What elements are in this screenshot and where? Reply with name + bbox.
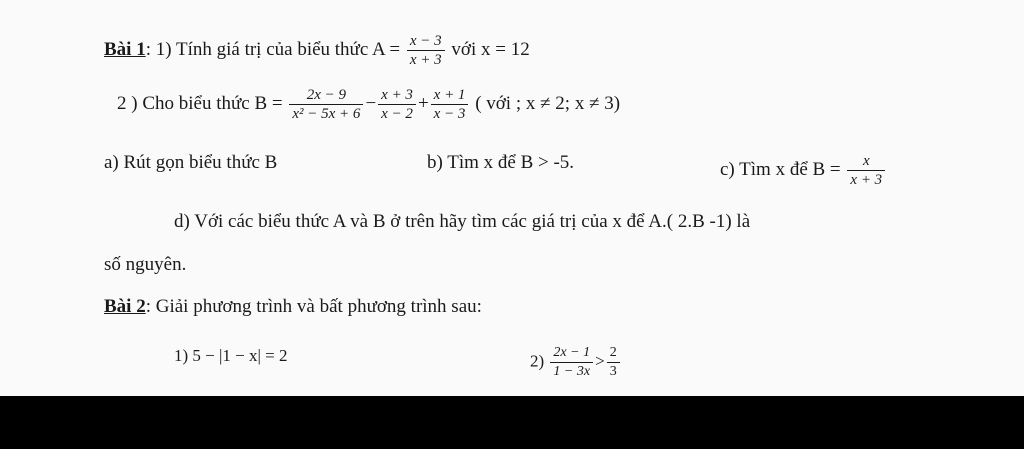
item-c xyxy=(720,152,887,189)
fraction-C-denominator: x + 3 xyxy=(850,172,883,188)
q1-prefix: 1) Tính giá trị của biểu thức A = xyxy=(155,38,401,60)
item-d-line2: số nguyên. xyxy=(104,254,187,275)
item-c-prefix: c) Tìm x để B = xyxy=(720,158,841,180)
fraction-C xyxy=(847,152,885,189)
fraction-P2-left xyxy=(550,344,593,381)
q2-prefix: 2 ) Cho biểu thức B = xyxy=(117,92,283,114)
bai1-question2 xyxy=(117,86,620,123)
fraction-B1-numerator: 2x − 9 xyxy=(289,86,363,105)
op-plus: + xyxy=(417,92,429,114)
fraction-A xyxy=(407,32,445,69)
fraction-P2-left-numerator: 2x − 1 xyxy=(550,344,593,363)
bai1-colon: : xyxy=(145,38,151,60)
fraction-B2-numerator: x + 3 xyxy=(378,86,416,105)
fraction-B2 xyxy=(378,86,416,123)
fraction-P2-right xyxy=(607,344,620,381)
q1-suffix: với x = 12 xyxy=(451,38,530,60)
fraction-B1 xyxy=(289,86,363,123)
item-d-line1: d) Với các biểu thức A và B ở trên hãy tìm các giá trị của x để A.( 2.B -1) là xyxy=(174,211,751,232)
bai2-title: : Giải phương trình và bất phương trình sau: xyxy=(145,296,482,317)
bai2-problem2 xyxy=(530,344,622,381)
fraction-B1-denominator: x² − 5x + 6 xyxy=(292,106,361,122)
bai1-label: Bài 1 xyxy=(104,38,146,60)
bai2-problem1: 1) 5 − |1 − x| = 2 xyxy=(174,346,288,365)
p2-prefix: 2) xyxy=(530,351,545,371)
fraction-C-numerator: x xyxy=(847,152,885,171)
fraction-B2-denominator: x − 2 xyxy=(381,106,413,122)
bai2-label: Bài 2 xyxy=(104,296,146,317)
item-b: b) Tìm x để B > -5. xyxy=(427,152,575,173)
op-greater: > xyxy=(595,351,605,371)
op-minus: − xyxy=(365,92,377,114)
fraction-B3-numerator: x + 1 xyxy=(431,86,469,105)
fraction-B3-denominator: x − 3 xyxy=(433,106,466,122)
q2-suffix: ( với ; x ≠ 2; x ≠ 3) xyxy=(475,92,621,114)
fraction-B3 xyxy=(431,86,469,123)
item-a: a) Rút gọn biểu thức B xyxy=(104,152,278,173)
bai1-question1 xyxy=(104,32,530,69)
fraction-P2-right-numerator: 2 xyxy=(607,344,620,363)
fraction-A-denominator: x + 3 xyxy=(409,52,442,68)
fraction-A-numerator: x − 3 xyxy=(407,32,445,51)
fraction-P2-left-denominator: 1 − 3x xyxy=(553,364,591,379)
fraction-P2-right-denominator: 3 xyxy=(609,364,617,379)
bai2-heading xyxy=(104,296,482,318)
